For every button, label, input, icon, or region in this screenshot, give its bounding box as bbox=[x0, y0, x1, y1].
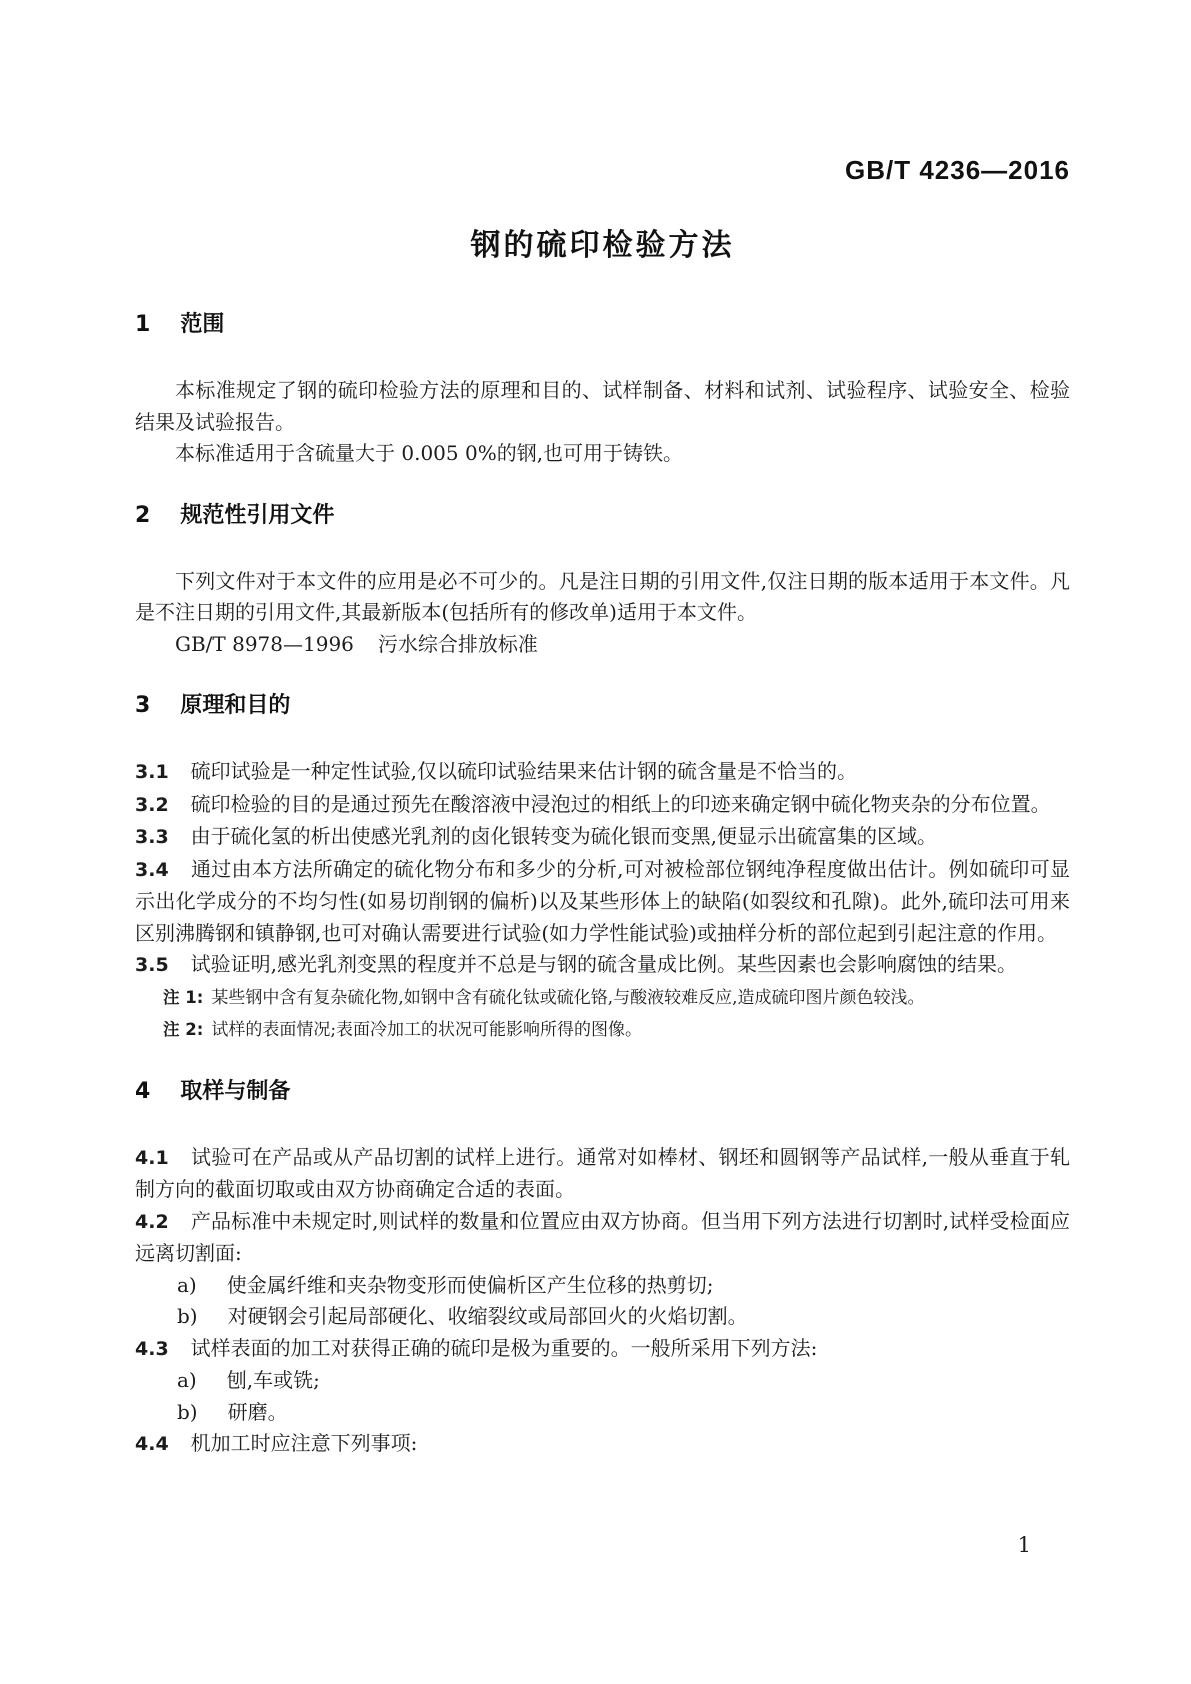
section-2-number: 2 bbox=[135, 502, 151, 528]
section-1-heading bbox=[135, 312, 1070, 338]
standard-code: GB/T 4236—2016 bbox=[844, 155, 1070, 185]
clause-4-1-number: 4.1 bbox=[135, 1146, 169, 1169]
clause-4-2 bbox=[135, 1206, 1070, 1270]
clause-3-4-text: 通过由本方法所确定的硫化物分布和多少的分析,可对被检部位钢纯净程度做出估计。例如硫印可显示出化学成分的不均匀性(如易切削钢的偏析)以及某些形体上的缺陷(如裂纹和孔隙)。此外,硫印法可用来区别沸腾钢和镇静钢,也可对确认需要进行试验(如力学性能试验)或抽样分析的部位起到引起注意的作用。 bbox=[135, 856, 1070, 945]
clause-4-3-number: 4.3 bbox=[135, 1337, 169, 1360]
clause-3-5 bbox=[135, 949, 1070, 982]
clause-3-5-text: 试验证明,感光乳剂变黑的程度并不总是与钢的硫含量成比例。某些因素也会影响腐蚀的结果。 bbox=[190, 952, 1018, 976]
clause-4-3-item-b bbox=[135, 1397, 1070, 1429]
clause-3-2-text: 硫印检验的目的是通过预先在酸溶液中浸泡过的相纸上的印迹来确定钢中硫化物夹杂的分布位置。 bbox=[190, 791, 1051, 816]
clause-3-1-number: 3.1 bbox=[135, 761, 169, 783]
section-4-title: 取样与制备 bbox=[180, 1078, 291, 1104]
clause-4-2-item-a-text: 使金属纤维和夹杂物变形而使偏析区产生位移的热剪切; bbox=[226, 1272, 714, 1297]
note-2 bbox=[135, 1014, 1070, 1046]
clause-3-3 bbox=[135, 821, 1070, 854]
clause-4-3 bbox=[135, 1333, 1070, 1366]
page-number: 1 bbox=[1017, 1533, 1031, 1557]
section-2-title: 规范性引用文件 bbox=[180, 502, 335, 528]
section-2-heading bbox=[135, 503, 1070, 529]
section-1-paragraph-1: 本标准规定了钢的硫印检验方法的原理和目的、试样制备、材料和试剂、试验程序、试验安全、检验结果及试验报告。 bbox=[135, 378, 1070, 434]
clause-4-4 bbox=[135, 1428, 1070, 1461]
clause-4-1-text: 试验可在产品或从产品切割的试样上进行。通常对如棒材、钢坯和圆钢等产品试样,一般从垂直于轧制方向的截面切取或由双方协商确定合适的表面。 bbox=[135, 1144, 1070, 1201]
clause-4-3-item-b-label: b) bbox=[177, 1399, 198, 1424]
section-4-number: 4 bbox=[135, 1078, 151, 1104]
clause-3-3-number: 3.3 bbox=[135, 826, 169, 848]
clause-4-4-number: 4.4 bbox=[135, 1433, 169, 1455]
reference-name: 污水综合排放标准 bbox=[377, 631, 538, 656]
reference-code: GB/T 8978—1996 bbox=[175, 631, 354, 656]
clause-4-2-text: 产品标准中未规定时,则试样的数量和位置应由双方协商。但当用下列方法进行切割时,试样受检面应远离切割面: bbox=[135, 1208, 1070, 1265]
note-2-text: 试样的表面情况;表面冷加工的状况可能影响所得的图像。 bbox=[211, 1019, 643, 1040]
clause-4-3-item-a bbox=[135, 1365, 1070, 1397]
section-1-number: 1 bbox=[135, 312, 151, 337]
clause-4-3-item-a-label: a) bbox=[177, 1368, 197, 1392]
section-2-paragraph: 下列文件对于本文件的应用是必不可少的。凡是注日期的引用文件,仅注日期的版本适用于本文件。凡是不注日期的引用文件,其最新版本(包括所有的修改单)适用于本文件。 bbox=[135, 568, 1070, 624]
section-3-title: 原理和目的 bbox=[180, 693, 291, 718]
section-1-paragraph-2: 本标准适用于含硫量大于 0.005 0%的钢,也可用于铸铁。 bbox=[175, 441, 684, 465]
clause-4-2-item-a-label: a) bbox=[177, 1272, 197, 1297]
section-1-title: 范围 bbox=[180, 312, 225, 337]
clause-4-2-item-a bbox=[135, 1270, 1070, 1302]
clause-4-3-item-b-text: 研磨。 bbox=[227, 1399, 288, 1424]
clause-3-3-text: 由于硫化氢的析出使感光乳剂的卤化银转变为硫化银而变黑,便显示出硫富集的区域。 bbox=[190, 824, 938, 848]
clause-3-2 bbox=[135, 789, 1070, 822]
clause-4-2-item-b-text: 对硬钢会引起局部硬化、收缩裂纹或局部回火的火焰切割。 bbox=[227, 1304, 748, 1328]
document-title: 钢的硫印检验方法 bbox=[470, 228, 735, 263]
clause-4-2-item-b-label: b) bbox=[177, 1304, 198, 1328]
section-3-heading bbox=[135, 693, 1070, 719]
section-4-heading bbox=[135, 1079, 1070, 1105]
clause-4-4-text: 机加工时应注意下列事项: bbox=[190, 1431, 418, 1455]
normative-reference bbox=[135, 629, 1070, 661]
clause-3-2-number: 3.2 bbox=[135, 793, 169, 816]
clause-3-4 bbox=[135, 854, 1070, 950]
clause-3-5-number: 3.5 bbox=[135, 954, 169, 976]
section-3-number: 3 bbox=[135, 693, 151, 718]
clause-3-4-number: 3.4 bbox=[135, 858, 169, 881]
note-1-text: 某些钢中含有复杂硫化物,如钢中含有硫化钛或硫化铬,与酸液较难反应,造成硫印图片颜色较浅。 bbox=[211, 987, 925, 1008]
clause-4-2-number: 4.2 bbox=[135, 1210, 169, 1233]
clause-4-3-item-a-text: 刨,车或铣; bbox=[226, 1368, 320, 1392]
note-2-label: 注 2: bbox=[163, 1019, 204, 1039]
note-1 bbox=[135, 982, 1070, 1014]
clause-4-3-text: 试样表面的加工对获得正确的硫印是极为重要的。一般所采用下列方法: bbox=[190, 1335, 818, 1360]
note-1-label: 注 1: bbox=[163, 987, 204, 1007]
clause-3-1 bbox=[135, 756, 1070, 789]
clause-3-1-text: 硫印试验是一种定性试验,仅以硫印试验结果来估计钢的硫含量是不恰当的。 bbox=[190, 759, 858, 783]
clause-4-1 bbox=[135, 1142, 1070, 1206]
clause-4-2-item-b bbox=[135, 1301, 1070, 1333]
